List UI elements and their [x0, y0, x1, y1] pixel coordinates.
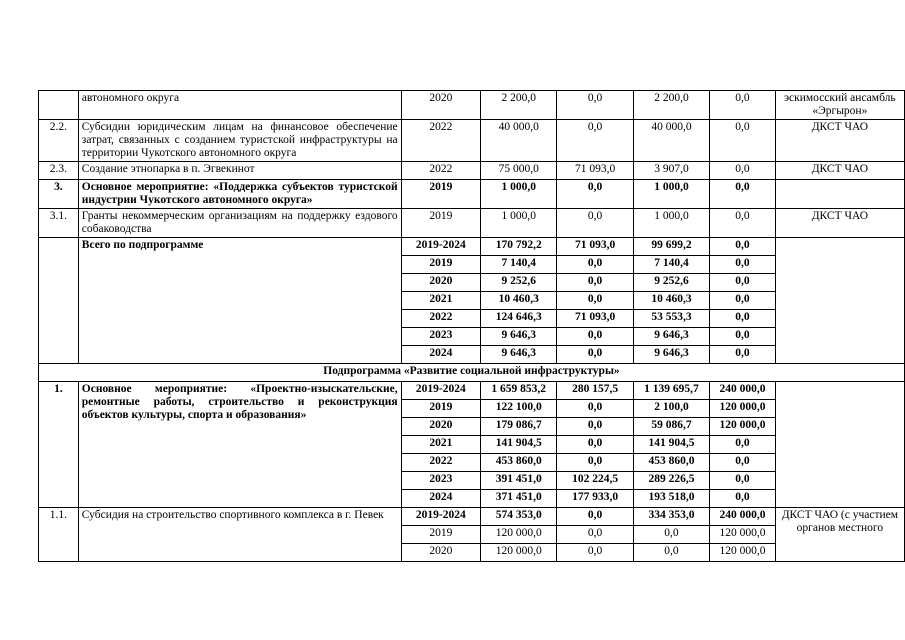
- total-cell: 1 000,0: [481, 180, 557, 209]
- regional-cell: 99 699,2: [633, 238, 709, 256]
- regional-cell: 9 646,3: [633, 346, 709, 364]
- regional-cell: 334 353,0: [633, 508, 709, 526]
- federal-cell: 0,0: [557, 256, 633, 274]
- row-number: [39, 91, 79, 120]
- total-cell: 2 200,0: [481, 91, 557, 120]
- federal-cell: 280 157,5: [557, 382, 633, 400]
- other-cell: 0,0: [710, 454, 776, 472]
- other-cell: 0,0: [710, 162, 776, 180]
- regional-cell: 7 140,4: [633, 256, 709, 274]
- federal-cell: 0,0: [557, 292, 633, 310]
- other-cell: 120 000,0: [710, 418, 776, 436]
- other-cell: 240 000,0: [710, 508, 776, 526]
- year-cell: 2019: [401, 180, 480, 209]
- federal-cell: 0,0: [557, 180, 633, 209]
- regional-cell: 1 000,0: [633, 209, 709, 238]
- other-cell: 0,0: [710, 310, 776, 328]
- row-description: Создание этнопарка в п. Эгвекинот: [78, 162, 401, 180]
- federal-cell: 0,0: [557, 436, 633, 454]
- regional-cell: 2 200,0: [633, 91, 709, 120]
- year-cell: 2020: [401, 418, 480, 436]
- year-cell: 2024: [401, 490, 480, 508]
- other-cell: 0,0: [710, 91, 776, 120]
- sub-event-description: Субсидия на строительство спортивного комплекса в г. Певек: [78, 508, 401, 562]
- responsible-cell: ДКСТ ЧАО: [775, 120, 904, 162]
- federal-cell: 71 093,0: [557, 162, 633, 180]
- federal-cell: 0,0: [557, 346, 633, 364]
- year-cell: 2022: [401, 120, 480, 162]
- other-cell: 0,0: [710, 238, 776, 256]
- federal-cell: 0,0: [557, 120, 633, 162]
- other-cell: 0,0: [710, 472, 776, 490]
- regional-cell: 59 086,7: [633, 418, 709, 436]
- year-cell: 2019-2024: [401, 382, 480, 400]
- other-cell: 0,0: [710, 436, 776, 454]
- total-cell: 574 353,0: [481, 508, 557, 526]
- other-cell: 0,0: [710, 209, 776, 238]
- total-cell: 371 451,0: [481, 490, 557, 508]
- section-header: Подпрограмма «Развитие социальной инфраструктуры»: [39, 364, 905, 382]
- federal-cell: 0,0: [557, 526, 633, 544]
- total-cell: 10 460,3: [481, 292, 557, 310]
- main-event-description: Основное мероприятие: «Проектно-изыскательские, ремонтные работы, строительство и реконструкция объектов культуры, спорта и образования»: [78, 382, 401, 508]
- regional-cell: 0,0: [633, 526, 709, 544]
- year-cell: 2020: [401, 544, 480, 562]
- table-row: [39, 162, 905, 180]
- federal-cell: 0,0: [557, 91, 633, 120]
- regional-cell: 10 460,3: [633, 292, 709, 310]
- regional-cell: 9 252,6: [633, 274, 709, 292]
- total-cell: 9 252,6: [481, 274, 557, 292]
- federal-cell: 0,0: [557, 328, 633, 346]
- total-cell: 120 000,0: [481, 544, 557, 562]
- year-cell: 2021: [401, 436, 480, 454]
- year-cell: 2019: [401, 256, 480, 274]
- row-number: 3.1.: [39, 209, 79, 238]
- year-cell: 2019: [401, 400, 480, 418]
- federal-cell: 0,0: [557, 274, 633, 292]
- responsible-cell: ДКСТ ЧАО: [775, 209, 904, 238]
- other-cell: 0,0: [710, 120, 776, 162]
- other-cell: 0,0: [710, 274, 776, 292]
- row-number: 3.: [39, 180, 79, 209]
- total-cell: 7 140,4: [481, 256, 557, 274]
- subtotal-label: Всего по подпрограмме: [78, 238, 401, 364]
- section-header-row: [39, 364, 905, 382]
- total-cell: 179 086,7: [481, 418, 557, 436]
- sub-event-responsible: ДКСТ ЧАО (с участием органов местного: [775, 508, 904, 562]
- year-cell: 2020: [401, 91, 480, 120]
- responsible-cell: [775, 180, 904, 209]
- regional-cell: 289 226,5: [633, 472, 709, 490]
- total-cell: 40 000,0: [481, 120, 557, 162]
- table-row: [39, 180, 905, 209]
- responsible-cell: эскимосский ансамбль «Эргырон»: [775, 91, 904, 120]
- other-cell: 0,0: [710, 328, 776, 346]
- other-cell: 120 000,0: [710, 544, 776, 562]
- budget-table: [38, 90, 905, 562]
- year-cell: 2019: [401, 526, 480, 544]
- year-cell: 2024: [401, 346, 480, 364]
- total-cell: 9 646,3: [481, 346, 557, 364]
- year-cell: 2021: [401, 292, 480, 310]
- total-cell: 1 000,0: [481, 209, 557, 238]
- year-cell: 2019-2024: [401, 508, 480, 526]
- main-event-number: 1.: [39, 382, 79, 508]
- regional-cell: 141 904,5: [633, 436, 709, 454]
- year-cell: 2020: [401, 274, 480, 292]
- table-body: [39, 91, 905, 562]
- total-cell: 120 000,0: [481, 526, 557, 544]
- other-cell: 0,0: [710, 292, 776, 310]
- subtotal-responsible: [775, 238, 904, 364]
- row-description: Гранты некоммерческим организациям на поддержку ездового собаководства: [78, 209, 401, 238]
- regional-cell: 1 139 695,7: [633, 382, 709, 400]
- total-cell: 124 646,3: [481, 310, 557, 328]
- other-cell: 0,0: [710, 346, 776, 364]
- total-cell: 453 860,0: [481, 454, 557, 472]
- total-cell: 391 451,0: [481, 472, 557, 490]
- federal-cell: 0,0: [557, 454, 633, 472]
- row-description: автономного округа: [78, 91, 401, 120]
- regional-cell: 40 000,0: [633, 120, 709, 162]
- row-description: Основное мероприятие: «Поддержка субъектов туристской индустрии Чукотского автономного округа»: [78, 180, 401, 209]
- other-cell: 120 000,0: [710, 400, 776, 418]
- regional-cell: 193 518,0: [633, 490, 709, 508]
- federal-cell: 0,0: [557, 400, 633, 418]
- subtotal-number: [39, 238, 79, 364]
- table-row: [39, 120, 905, 162]
- federal-cell: 0,0: [557, 418, 633, 436]
- year-cell: 2019: [401, 209, 480, 238]
- regional-cell: 53 553,3: [633, 310, 709, 328]
- other-cell: 0,0: [710, 256, 776, 274]
- sub-event-row: [39, 508, 905, 526]
- total-cell: 75 000,0: [481, 162, 557, 180]
- other-cell: 120 000,0: [710, 526, 776, 544]
- table-row: [39, 209, 905, 238]
- federal-cell: 71 093,0: [557, 238, 633, 256]
- federal-cell: 102 224,5: [557, 472, 633, 490]
- year-cell: 2023: [401, 328, 480, 346]
- table-row: [39, 91, 905, 120]
- federal-cell: 0,0: [557, 544, 633, 562]
- other-cell: 240 000,0: [710, 382, 776, 400]
- row-number: 2.3.: [39, 162, 79, 180]
- subtotal-row: [39, 238, 905, 256]
- federal-cell: 0,0: [557, 209, 633, 238]
- federal-cell: 71 093,0: [557, 310, 633, 328]
- year-cell: 2019-2024: [401, 238, 480, 256]
- total-cell: 1 659 853,2: [481, 382, 557, 400]
- regional-cell: 2 100,0: [633, 400, 709, 418]
- row-number: 2.2.: [39, 120, 79, 162]
- main-event-row: [39, 382, 905, 400]
- total-cell: 141 904,5: [481, 436, 557, 454]
- year-cell: 2023: [401, 472, 480, 490]
- year-cell: 2022: [401, 310, 480, 328]
- total-cell: 122 100,0: [481, 400, 557, 418]
- regional-cell: 1 000,0: [633, 180, 709, 209]
- regional-cell: 3 907,0: [633, 162, 709, 180]
- total-cell: 170 792,2: [481, 238, 557, 256]
- regional-cell: 0,0: [633, 544, 709, 562]
- sub-event-number: 1.1.: [39, 508, 79, 562]
- federal-cell: 177 933,0: [557, 490, 633, 508]
- year-cell: 2022: [401, 162, 480, 180]
- total-cell: 9 646,3: [481, 328, 557, 346]
- row-description: Субсидии юридическим лицам на финансовое обеспечение затрат, связанных с созданием туристской инфраструктуры на территории Чукотского автономного округа: [78, 120, 401, 162]
- year-cell: 2022: [401, 454, 480, 472]
- responsible-cell: ДКСТ ЧАО: [775, 162, 904, 180]
- other-cell: 0,0: [710, 180, 776, 209]
- main-event-responsible: [775, 382, 904, 508]
- regional-cell: 453 860,0: [633, 454, 709, 472]
- regional-cell: 9 646,3: [633, 328, 709, 346]
- federal-cell: 0,0: [557, 508, 633, 526]
- other-cell: 0,0: [710, 490, 776, 508]
